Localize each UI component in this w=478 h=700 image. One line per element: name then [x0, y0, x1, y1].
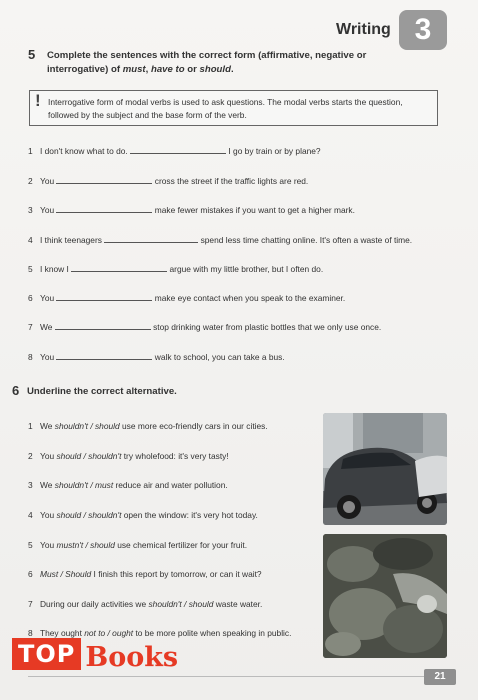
grammar-note-box: [29, 90, 438, 126]
grammar-note-text: Interrogative form of modal verbs is used to ask questions. The modal verbs starts the question, followed by the subject and the base form of the verb.: [48, 97, 403, 120]
ex6-item-2: 2 You should / shouldn't try wholefood: it's very tasty!: [28, 451, 229, 461]
exclamation-icon: !: [35, 91, 41, 110]
ex6-item-3: 3 We shouldn't / must reduce air and water pollution.: [28, 480, 228, 490]
topbooks-logo: TOP Books: [12, 638, 178, 673]
ex6-item-6: 6 Must / Should I finish this report by tomorrow, or can it wait?: [28, 569, 262, 579]
exercise-6-instruction: Underline the correct alternative.: [27, 386, 177, 397]
ex6-item-7: 7 During our daily activities we shouldn't / should waste water.: [28, 599, 263, 609]
alternatives[interactable]: shouldn't / should: [148, 599, 214, 609]
ex5-item-3: 3 You make fewer mistakes if you want to get a higher mark.: [28, 205, 355, 215]
ex5-item-8: 8 You walk to school, you can take a bus.: [28, 352, 285, 362]
ex6-item-5: 5 You mustn't / should use chemical fertilizer for your fruit.: [28, 540, 248, 550]
unit-number-badge: 3: [399, 10, 447, 50]
ex6-item-1: 1 We shouldn't / should use more eco-friendly cars in our cities.: [28, 421, 268, 431]
answer-blank[interactable]: [71, 263, 167, 272]
footer-rule: [28, 676, 424, 677]
page-number: 21: [424, 669, 456, 685]
ex5-item-4: 4 I think teenagers spend less time chatting online. It's often a waste of time.: [28, 235, 413, 245]
alternatives[interactable]: should / shouldn't: [56, 451, 122, 461]
alternatives[interactable]: shouldn't / should: [54, 421, 120, 431]
ex5-item-6: 6 You make eye contact when you speak to the examiner.: [28, 293, 346, 303]
answer-blank[interactable]: [56, 204, 152, 213]
ex5-item-1: 1 I don't know what to do. I go by train or by plane?: [28, 146, 321, 156]
exercise-5-number: 5: [28, 47, 36, 62]
answer-blank[interactable]: [104, 234, 198, 243]
ex6-item-8: 8 They ought not to / ought to be more polite when speaking in public.: [28, 628, 292, 638]
alternatives[interactable]: not to / ought: [84, 628, 134, 638]
answer-blank[interactable]: [56, 351, 152, 360]
garden-photo: [323, 534, 447, 658]
ex5-item-2: 2 You cross the street if the traffic lights are red.: [28, 176, 309, 186]
ex5-item-7: 7 We stop drinking water from plastic bottles that we only use once.: [28, 322, 382, 332]
cars-photo: [323, 413, 447, 525]
alternatives[interactable]: Must / Should: [40, 569, 92, 579]
alternatives[interactable]: shouldn't / must: [54, 480, 114, 490]
ex6-item-4: 4 You should / shouldn't open the window: it's very hot today.: [28, 510, 258, 520]
answer-blank[interactable]: [130, 145, 226, 154]
answer-blank[interactable]: [56, 175, 152, 184]
answer-blank[interactable]: [55, 321, 151, 330]
exercise-5-instruction: Complete the sentences with the correct form (affirmative, negative or interrogative) of must, have to or should.: [47, 50, 367, 75]
exercise-6-number: 6: [12, 383, 20, 398]
section-title: Writing: [336, 21, 391, 38]
ex5-item-5: 5 I know I argue with my little brother, but I often do.: [28, 264, 324, 274]
alternatives[interactable]: should / shouldn't: [56, 510, 122, 520]
answer-blank[interactable]: [56, 292, 152, 301]
alternatives[interactable]: mustn't / should: [56, 540, 115, 550]
